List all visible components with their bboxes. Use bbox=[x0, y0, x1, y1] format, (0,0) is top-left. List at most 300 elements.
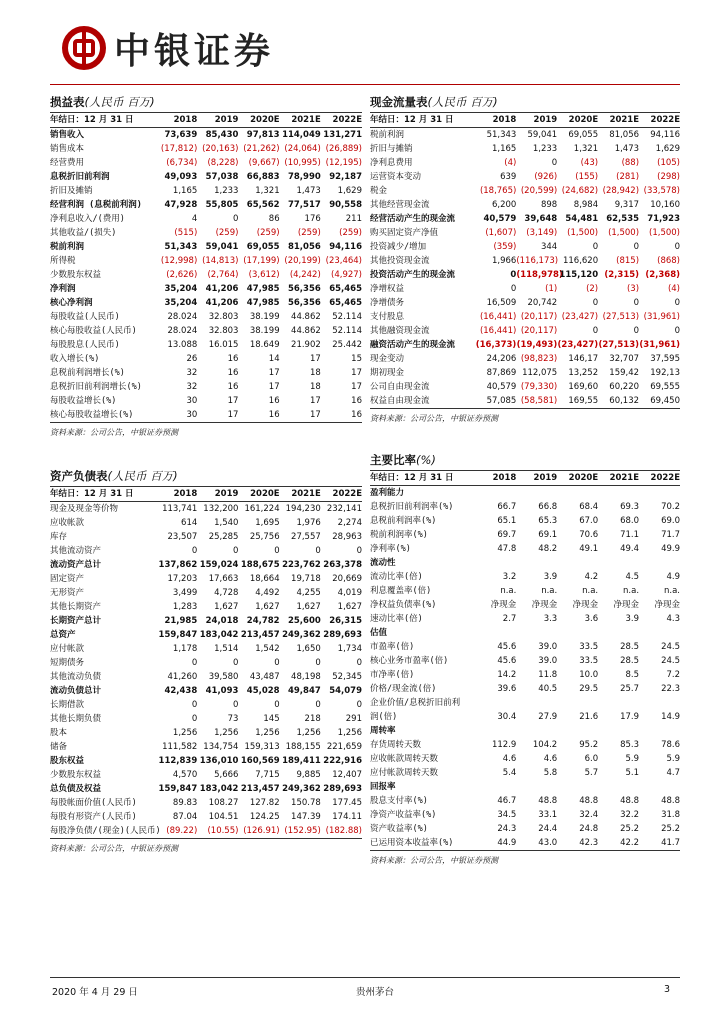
row-label: 市净率(倍) bbox=[370, 670, 415, 680]
table-row bbox=[370, 366, 680, 380]
cell-value: 66,883 bbox=[246, 172, 280, 182]
cell-value: 17 bbox=[309, 354, 321, 364]
cell-value: 48,198 bbox=[291, 672, 321, 682]
cell-value: (4) bbox=[667, 284, 680, 294]
cell-value: 23,507 bbox=[167, 532, 198, 542]
cell-value: 169,55 bbox=[557, 394, 598, 409]
row-label: 每股帐面价值(人民币) bbox=[50, 798, 137, 808]
cell-value: (4,242) bbox=[289, 270, 321, 280]
cell-value: 45.6 bbox=[497, 642, 517, 652]
table-row bbox=[50, 712, 362, 726]
cell-value: 127.82 bbox=[249, 798, 280, 808]
row-label: 流动负债总计 bbox=[50, 686, 102, 696]
table-row bbox=[370, 268, 680, 282]
cell-value: 17 bbox=[351, 382, 362, 392]
cell-value: 28.5 bbox=[620, 656, 640, 666]
cell-value: 5.7 bbox=[584, 768, 599, 778]
cell-value: 24,782 bbox=[246, 616, 280, 626]
table-row bbox=[50, 796, 362, 810]
cell-value: 0 bbox=[274, 546, 280, 556]
cell-value: 18 bbox=[309, 382, 321, 392]
table-row bbox=[370, 528, 680, 542]
cell-value: 15 bbox=[351, 354, 362, 364]
cell-value: (4,927) bbox=[331, 270, 362, 280]
cell-value: 73 bbox=[227, 714, 239, 724]
cell-value: 0 bbox=[674, 242, 680, 252]
cell-value: 1,283 bbox=[172, 602, 198, 612]
cell-value: 27,557 bbox=[291, 532, 321, 542]
table-row bbox=[370, 612, 680, 626]
row-label: 其他投资现金流 bbox=[370, 256, 430, 266]
row-label: 总资产 bbox=[50, 630, 76, 640]
row-label: 融资活动产生的现金流 bbox=[370, 340, 456, 350]
cell-value: (20,199) bbox=[284, 256, 321, 266]
cell-value: (152.95) bbox=[280, 824, 321, 839]
cell-value: (79,330) bbox=[520, 382, 558, 392]
row-label: 每股收益增长(%) bbox=[50, 396, 117, 406]
row-label: 净利息费用 bbox=[370, 158, 413, 168]
table-row bbox=[50, 628, 362, 642]
brand-name: 中银证券 bbox=[114, 29, 275, 72]
cell-value: 169,60 bbox=[568, 382, 599, 392]
cell-value: 35,204 bbox=[164, 284, 198, 294]
cell-value: 0 bbox=[356, 546, 362, 556]
cell-value: 30.4 bbox=[497, 712, 517, 722]
cell-value: 161,224 bbox=[244, 504, 280, 514]
cell-value: 0 bbox=[191, 700, 198, 710]
cell-value: 137,862 bbox=[158, 560, 198, 570]
section-unit: (人民币 百万) bbox=[107, 469, 178, 483]
cell-value: 1,542 bbox=[255, 644, 280, 654]
cell-value: 43,487 bbox=[249, 672, 280, 682]
year-header: 2022E bbox=[321, 113, 362, 128]
cell-value: 69,055 bbox=[568, 130, 599, 140]
table-row bbox=[370, 338, 680, 352]
table-row bbox=[370, 766, 680, 780]
table-row bbox=[370, 486, 680, 501]
row-label: 流动性 bbox=[370, 558, 396, 568]
cell-value: 1,627 bbox=[296, 602, 321, 612]
cell-value: 1,976 bbox=[296, 518, 321, 528]
cell-value: 43.0 bbox=[516, 836, 557, 851]
cell-value: 21.6 bbox=[579, 712, 599, 722]
cell-value: 57,038 bbox=[205, 172, 239, 182]
cell-value: 41,206 bbox=[205, 284, 239, 294]
row-label: 每股有形资产(人民币) bbox=[50, 812, 137, 822]
table-row bbox=[50, 502, 362, 517]
cell-value: 87.04 bbox=[172, 812, 198, 822]
cell-value: (17,199) bbox=[243, 256, 280, 266]
cell-value: 90,558 bbox=[329, 200, 362, 210]
table-row bbox=[50, 212, 362, 226]
cell-value: 5.9 bbox=[666, 754, 680, 764]
row-label: 现金变动 bbox=[370, 354, 405, 364]
cell-value: 32.803 bbox=[208, 326, 239, 336]
cell-value: 68.4 bbox=[579, 502, 599, 512]
cell-value: 14.9 bbox=[661, 712, 680, 722]
row-label: 长期借款 bbox=[50, 700, 85, 710]
cell-value: 85.3 bbox=[620, 740, 640, 750]
cell-value: 17.9 bbox=[620, 712, 640, 722]
cell-value: 213,457 bbox=[240, 630, 280, 640]
table-row bbox=[50, 810, 362, 824]
cell-value: 16 bbox=[227, 354, 239, 364]
cell-value bbox=[639, 780, 680, 794]
table-row bbox=[50, 684, 362, 698]
cell-value: 0 bbox=[315, 700, 321, 710]
table-row bbox=[50, 600, 362, 614]
table-row bbox=[50, 310, 362, 324]
table-row bbox=[370, 226, 680, 240]
table-row bbox=[50, 366, 362, 380]
cell-value: 1,627 bbox=[255, 602, 280, 612]
row-label: 价格/现金流(倍) bbox=[370, 684, 437, 694]
cell-value: 1,233 bbox=[532, 144, 558, 154]
cell-value: (23,427) bbox=[561, 312, 599, 322]
cell-value: 159,024 bbox=[199, 560, 239, 570]
cell-value: (359) bbox=[493, 242, 517, 252]
cell-value: 1,165 bbox=[491, 144, 517, 154]
cell-value: (16,373) bbox=[475, 340, 517, 350]
table-header-row bbox=[370, 113, 680, 128]
cell-value: 78.6 bbox=[661, 740, 680, 750]
cell-value: 0 bbox=[191, 546, 198, 556]
row-label: 股本 bbox=[50, 728, 68, 738]
table-row bbox=[50, 698, 362, 712]
cell-value: 92,187 bbox=[329, 172, 362, 182]
cell-value: 49.9 bbox=[661, 544, 680, 554]
cell-value: 65,465 bbox=[329, 298, 362, 308]
cell-value: 159,847 bbox=[158, 630, 198, 640]
cell-value: 289,693 bbox=[323, 630, 362, 640]
cell-value: 94,116 bbox=[650, 130, 680, 140]
table-row bbox=[370, 380, 680, 394]
cell-value: 13,252 bbox=[568, 368, 599, 378]
cell-value: 218 bbox=[304, 714, 321, 724]
cell-value: 14 bbox=[268, 354, 280, 364]
cell-value: 30 bbox=[186, 396, 198, 406]
cell-value: (20,117) bbox=[520, 312, 558, 322]
cell-value: 0 bbox=[274, 658, 280, 668]
cell-value: 48.8 bbox=[579, 796, 599, 806]
cell-value: 10.0 bbox=[579, 670, 599, 680]
table-row bbox=[50, 184, 362, 198]
cell-value: 4.9 bbox=[666, 572, 680, 582]
cell-value: 17,203 bbox=[167, 574, 198, 584]
cell-value: 177.45 bbox=[332, 798, 362, 808]
cell-value: 13.088 bbox=[167, 340, 198, 350]
cell-value: (88) bbox=[621, 158, 640, 168]
row-label: 少数股东权益 bbox=[50, 270, 102, 280]
table-row bbox=[370, 640, 680, 654]
cell-value: 3.2 bbox=[502, 572, 517, 582]
table-row bbox=[50, 170, 362, 184]
cell-value bbox=[475, 556, 516, 570]
row-label: 股息支付率(%) bbox=[370, 796, 428, 806]
cell-value: 111,582 bbox=[162, 742, 198, 752]
cell-value: 49,093 bbox=[164, 172, 198, 182]
table-row bbox=[370, 696, 680, 710]
cell-value: 16,509 bbox=[486, 298, 517, 308]
cell-value: 5.4 bbox=[502, 768, 517, 778]
cell-value: (16,441) bbox=[479, 312, 517, 322]
cell-value: 4,570 bbox=[172, 770, 198, 780]
year-header: 2020E bbox=[557, 113, 598, 128]
income-statement-panel bbox=[50, 92, 362, 438]
year-header: 2019 bbox=[516, 471, 557, 486]
table-row bbox=[50, 614, 362, 628]
table-row bbox=[50, 128, 362, 143]
table-row bbox=[370, 500, 680, 514]
cell-value: 65,562 bbox=[246, 200, 280, 210]
table-row bbox=[370, 394, 680, 409]
cell-value: 0 bbox=[510, 284, 517, 294]
section-unit: (%) bbox=[416, 453, 436, 467]
cell-value bbox=[639, 724, 680, 738]
cell-value: 1,256 bbox=[296, 728, 321, 738]
table-row bbox=[50, 572, 362, 586]
cell-value bbox=[639, 486, 680, 501]
cell-value: 24.5 bbox=[661, 656, 680, 666]
year-header: 2021E bbox=[598, 471, 639, 486]
cell-value: 46.7 bbox=[497, 796, 517, 806]
cell-value bbox=[475, 626, 516, 640]
cell-value: (9,667) bbox=[248, 158, 280, 168]
table-row bbox=[50, 824, 362, 839]
cell-value: 0 bbox=[510, 270, 517, 280]
cell-value: 7.2 bbox=[666, 670, 680, 680]
cell-value: 0 bbox=[191, 714, 198, 724]
row-label: 息税前利润增长(%) bbox=[50, 368, 125, 378]
cell-value: 146,17 bbox=[568, 354, 599, 364]
row-label: 储备 bbox=[50, 742, 68, 752]
cell-value: 0 bbox=[592, 298, 599, 308]
row-label: 每股股息(人民币) bbox=[50, 340, 120, 350]
cell-value: 41,260 bbox=[167, 672, 198, 682]
cell-value: (23,427) bbox=[557, 340, 599, 350]
row-label: 其他收益/(损失) bbox=[50, 228, 117, 238]
cell-value: 42.3 bbox=[557, 836, 598, 851]
cell-value: 0 bbox=[674, 326, 680, 336]
cell-value: 0 bbox=[191, 658, 198, 668]
cell-value: 0 bbox=[315, 546, 321, 556]
cell-value: 39,580 bbox=[208, 672, 239, 682]
cell-value: (868) bbox=[657, 256, 680, 266]
cell-value: 42,438 bbox=[164, 686, 198, 696]
cell-value: (18,765) bbox=[479, 186, 517, 196]
cell-value: 3.6 bbox=[584, 614, 599, 624]
cell-value: (21,262) bbox=[243, 144, 280, 154]
cell-value: 25.7 bbox=[620, 684, 640, 694]
cell-value: 95.2 bbox=[579, 740, 599, 750]
section-title-text: 主要比率 bbox=[370, 453, 416, 467]
cell-value: 49.4 bbox=[620, 544, 640, 554]
section-title bbox=[50, 92, 362, 113]
cell-value: 44.862 bbox=[291, 326, 321, 336]
cell-value: 56,356 bbox=[287, 298, 321, 308]
section-title bbox=[370, 92, 680, 113]
cell-value: 159,847 bbox=[158, 784, 198, 794]
cell-value: 19,718 bbox=[291, 574, 321, 584]
row-label: 投资活动产生的现金流 bbox=[370, 270, 456, 280]
cell-value: 25,756 bbox=[249, 532, 280, 542]
table-row bbox=[50, 516, 362, 530]
row-label: 市盈率(倍) bbox=[370, 642, 415, 652]
cell-value: 223,762 bbox=[282, 560, 321, 570]
row-label: 利息覆盖率(倍) bbox=[370, 586, 432, 596]
cell-value: 6,200 bbox=[491, 200, 517, 210]
table-row bbox=[370, 626, 680, 640]
cell-value bbox=[516, 626, 557, 640]
cell-value: 28.024 bbox=[167, 312, 198, 322]
cell-value: 32.4 bbox=[579, 810, 599, 820]
cell-value bbox=[639, 626, 680, 640]
cell-value: 4,492 bbox=[255, 588, 280, 598]
cell-value: 24.5 bbox=[661, 642, 680, 652]
cell-value: 16 bbox=[227, 368, 239, 378]
cell-value: 112,839 bbox=[158, 756, 198, 766]
cell-value: (2) bbox=[586, 284, 599, 294]
cell-value: 222,916 bbox=[323, 756, 362, 766]
row-label: 投资减少/增加 bbox=[370, 242, 427, 252]
cell-value: 291 bbox=[345, 714, 362, 724]
row-label: 经营活动产生的现金流 bbox=[370, 214, 456, 224]
row-label: 长期资产总计 bbox=[50, 616, 102, 626]
cell-value: 28.024 bbox=[167, 326, 198, 336]
cell-value: 249,362 bbox=[282, 630, 321, 640]
year-header: 2019 bbox=[516, 113, 557, 128]
cell-value: 51,343 bbox=[164, 242, 198, 252]
cell-value: 21.902 bbox=[291, 340, 321, 350]
row-label: 其他融资现金流 bbox=[370, 326, 430, 336]
cell-value: 14.2 bbox=[497, 670, 517, 680]
cell-value: (259) bbox=[339, 228, 362, 238]
cell-value bbox=[516, 724, 557, 738]
cell-value: 70.2 bbox=[661, 502, 680, 512]
cell-value: (126.91) bbox=[238, 824, 279, 839]
row-label: 每股收益(人民币) bbox=[50, 312, 120, 322]
cell-value: 71.1 bbox=[620, 530, 640, 540]
cell-value: 24.8 bbox=[579, 824, 599, 834]
cell-value: (281) bbox=[616, 172, 640, 182]
cell-value: (98,823) bbox=[520, 354, 558, 364]
year-header: 2022E bbox=[321, 487, 362, 502]
cell-value: (3) bbox=[626, 284, 640, 294]
cell-value: 16 bbox=[238, 408, 279, 423]
row-label: 经营利润 (息税前利润) bbox=[50, 200, 142, 210]
cell-value: 25.2 bbox=[620, 824, 640, 834]
cell-value: 94,116 bbox=[329, 242, 362, 252]
cell-value: 25.2 bbox=[661, 824, 680, 834]
row-label: 盈利能力 bbox=[370, 488, 405, 498]
cell-value: 1,627 bbox=[337, 602, 362, 612]
cell-value: (815) bbox=[616, 256, 640, 266]
cell-value: 4.7 bbox=[666, 768, 680, 778]
row-label: 应付帐款周转天数 bbox=[370, 768, 439, 778]
cell-value: 136,010 bbox=[199, 756, 239, 766]
cell-value: 4,255 bbox=[296, 588, 321, 598]
cell-value: 71.7 bbox=[661, 530, 680, 540]
row-label: 企业价值/息税折旧前利 bbox=[370, 698, 461, 708]
cell-value: 17,663 bbox=[208, 574, 239, 584]
cell-value: 1,650 bbox=[296, 644, 321, 654]
table-row bbox=[370, 296, 680, 310]
cell-value: 8.5 bbox=[625, 670, 640, 680]
cell-value: 5.8 bbox=[543, 768, 558, 778]
cell-value: (58,581) bbox=[516, 394, 557, 409]
table-row bbox=[370, 584, 680, 598]
cell-value: (259) bbox=[215, 228, 239, 238]
row-label: 折旧及摊销 bbox=[50, 186, 93, 196]
cell-value: 7,715 bbox=[255, 770, 280, 780]
cell-value bbox=[598, 724, 639, 738]
row-label: 息税折旧前利润增长(%) bbox=[50, 382, 142, 392]
row-label: 销售收入 bbox=[50, 130, 85, 140]
cell-value: 104.51 bbox=[208, 812, 239, 822]
table-row bbox=[370, 668, 680, 682]
year-end-header: 年结日：12 月 31 日 bbox=[50, 113, 156, 128]
cell-value bbox=[475, 486, 516, 501]
row-label: 无形资产 bbox=[50, 588, 85, 598]
row-label: 估值 bbox=[370, 628, 388, 638]
cell-value: 188,675 bbox=[240, 560, 280, 570]
table-header-row bbox=[370, 471, 680, 486]
cell-value: 0 bbox=[356, 700, 362, 710]
cell-value: 131,271 bbox=[323, 130, 362, 140]
cell-value: 17 bbox=[197, 408, 238, 423]
cell-value: 1,629 bbox=[655, 144, 680, 154]
table-row bbox=[370, 654, 680, 668]
row-label: 已运用资本收益率(%) bbox=[370, 836, 475, 851]
cell-value: 0 bbox=[674, 298, 680, 308]
cell-value: 39.0 bbox=[538, 642, 558, 652]
cell-value bbox=[598, 626, 639, 640]
cell-value bbox=[598, 556, 639, 570]
cell-value: 34.5 bbox=[497, 810, 517, 820]
table-row bbox=[370, 212, 680, 226]
table-row bbox=[370, 836, 680, 851]
year-header: 2018 bbox=[156, 113, 197, 128]
cell-value: 31.8 bbox=[661, 810, 680, 820]
year-header: 2018 bbox=[156, 487, 197, 502]
cell-value: 0 bbox=[233, 700, 239, 710]
cell-value: 1,178 bbox=[172, 644, 198, 654]
cell-value: 17 bbox=[227, 396, 239, 406]
row-label: 净利润 bbox=[50, 284, 76, 294]
cell-value: 24.3 bbox=[497, 824, 517, 834]
cell-value: 1,473 bbox=[296, 186, 321, 196]
cell-value: (2,315) bbox=[604, 270, 640, 280]
cell-value: 20,669 bbox=[332, 574, 362, 584]
row-label: 期初现金 bbox=[370, 368, 405, 378]
table-row bbox=[370, 780, 680, 794]
cell-value: 1,256 bbox=[172, 728, 198, 738]
cell-value: 69,450 bbox=[639, 394, 680, 409]
cell-value: 134,754 bbox=[203, 742, 239, 752]
year-header: 2019 bbox=[197, 113, 238, 128]
table-row bbox=[370, 324, 680, 338]
cell-value: 6.0 bbox=[584, 754, 599, 764]
cell-value: 174.11 bbox=[332, 812, 362, 822]
cell-value: 11.8 bbox=[538, 670, 558, 680]
cell-value: 16 bbox=[227, 382, 239, 392]
cell-value: 0 bbox=[233, 214, 239, 224]
cell-value: (8,228) bbox=[207, 158, 239, 168]
cell-value: 16 bbox=[321, 408, 362, 423]
year-header: 2020E bbox=[557, 471, 598, 486]
cell-value: 65.1 bbox=[497, 516, 517, 526]
cell-value: (12,195) bbox=[325, 158, 362, 168]
